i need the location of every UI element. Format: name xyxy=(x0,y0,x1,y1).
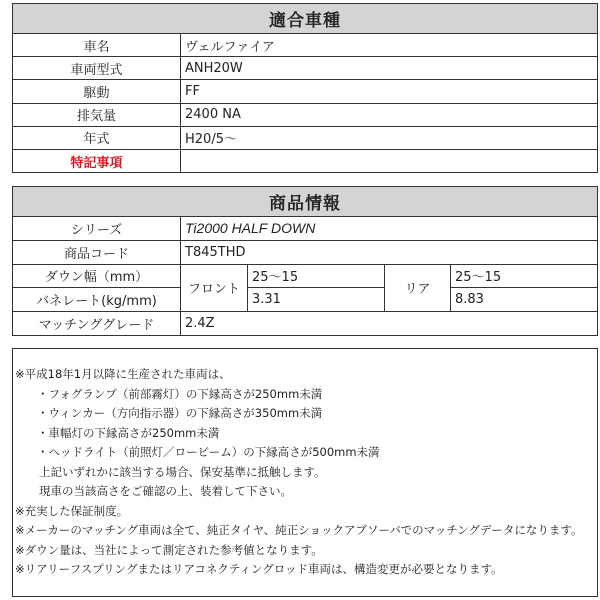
series-value: Ti2000 HALF DOWN xyxy=(181,217,598,241)
note-line: ※平成18年1月以降に生産された車両は、 xyxy=(15,367,231,381)
rear-label: リア xyxy=(385,264,451,312)
fitment-table xyxy=(12,3,598,173)
table-row xyxy=(13,217,598,241)
table-row xyxy=(13,288,598,312)
series-label: シリーズ xyxy=(13,217,181,241)
row-label-car-name: 車名 xyxy=(13,34,181,57)
note-line: ・ヘッドライト（前照灯／ロービーム）の下縁高さが500mm未満 xyxy=(37,445,380,459)
table-row xyxy=(13,149,598,172)
table-row xyxy=(13,126,598,149)
row-label-displacement: 排気量 xyxy=(13,103,181,126)
table-row xyxy=(13,264,598,288)
note-line: ・車幅灯の下縁高さが250mm未満 xyxy=(37,425,220,440)
front-label: フロント xyxy=(181,264,248,312)
note-line: 現車の当該高さをご確認の上、装着して下さい。 xyxy=(39,484,292,498)
row-value-drive: FF xyxy=(181,80,598,103)
front-down-value: 25～15 xyxy=(248,264,385,288)
product-table xyxy=(12,186,598,336)
note-line: ※メーカーのマッチング車両は全て、純正タイヤ、純正ショックアブソーバでのマッチングデータになります。 xyxy=(15,523,583,537)
spring-rate-label: バネレート(kg/mm) xyxy=(13,288,181,312)
row-label-special-notes: 特記事項 xyxy=(13,149,181,172)
table-row xyxy=(13,103,598,126)
rear-down-value: 25～15 xyxy=(451,264,598,288)
row-value-year: H20/5～ xyxy=(181,126,598,149)
product-code-value: T845THD xyxy=(181,240,598,264)
row-label-year: 年式 xyxy=(13,126,181,149)
row-label-drive: 駆動 xyxy=(13,80,181,103)
table-row xyxy=(13,80,598,103)
note-line: ※リアリーフスプリングまたはリアコネクティングロッド車両は、構造変更が必要となります。 xyxy=(15,562,503,576)
note-line: ・フォグランプ（前部霧灯）の下縁高さが250mm未満 xyxy=(37,386,323,401)
note-line: ※充実した保証制度。 xyxy=(15,503,129,518)
fitment-title: 適合車種 xyxy=(13,4,598,34)
note-line: 上記いずれかに該当する場合、保安基準に抵触します。 xyxy=(39,464,326,479)
note-line: ・ウィンカー（方向指示器）の下縁高さが350mm未満 xyxy=(37,406,323,420)
table-row xyxy=(13,312,598,336)
row-value-special-notes xyxy=(181,149,598,172)
product-code-label: 商品コード xyxy=(13,240,181,264)
row-value-car-name: ヴェルファイア xyxy=(181,34,598,57)
down-width-label: ダウン幅（mm） xyxy=(13,264,181,288)
row-value-displacement: 2400 NA xyxy=(181,103,598,126)
row-value-model-code: ANH20W xyxy=(181,57,598,80)
table-row xyxy=(13,34,598,57)
front-rate-value: 3.31 xyxy=(248,288,385,312)
rear-rate-value: 8.83 xyxy=(451,288,598,312)
notes-box xyxy=(12,348,598,597)
row-label-model-code: 車両型式 xyxy=(13,57,181,80)
table-row xyxy=(13,57,598,80)
note-line: ※ダウン量は、当社によって測定された参考値となります。 xyxy=(15,542,323,557)
matching-grade-label: マッチンググレード xyxy=(13,312,181,336)
matching-grade-value: 2.4Z xyxy=(181,312,598,336)
table-row xyxy=(13,240,598,264)
product-title: 商品情報 xyxy=(13,187,598,217)
